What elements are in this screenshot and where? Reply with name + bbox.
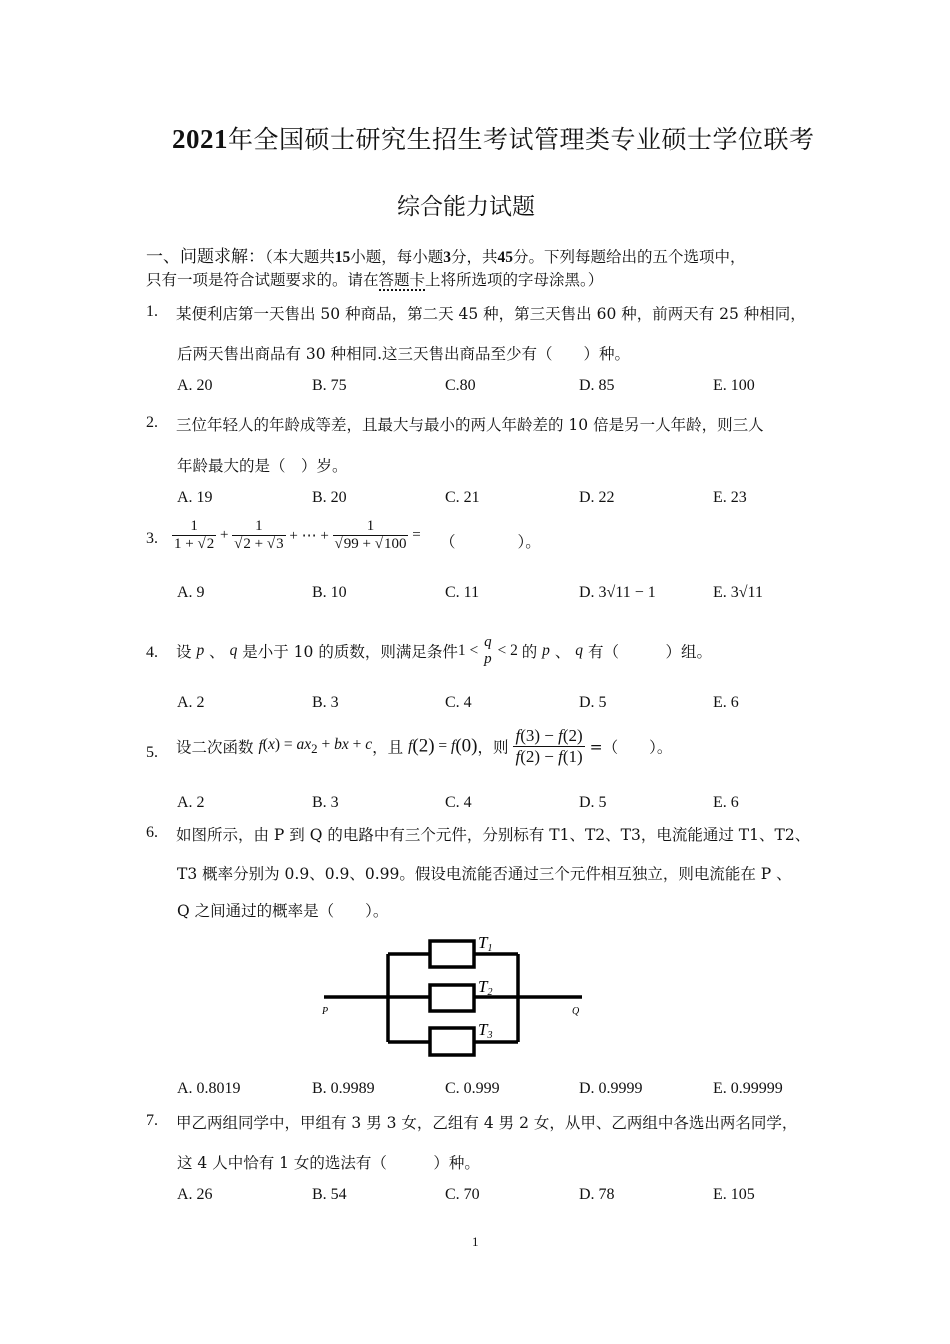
exam-title-text: 年全国硕士研究生招生考试管理类专业硕士学位联考 (228, 125, 815, 154)
option-c: C. 11 (445, 584, 480, 601)
option-d: D. 78 (579, 1186, 615, 1203)
option-e: E. 6 (713, 694, 739, 711)
answer-card-emphasis: 答题卡 (378, 271, 426, 289)
question-text: 设二次函数 $f(x) = ax_2$ + bx + c，且 f(2) = f(0)，则 $\frac{f(3) - f(2)}{f(2) - f(1)}$ =（ ）。 (176, 726, 673, 766)
fraction: $\frac{1}{1 + √2}$ (174, 518, 215, 552)
exam-subtitle: 综合能力试题 (397, 194, 535, 220)
question-number: 6. (146, 824, 158, 841)
question-text: 三位年轻人的年龄成等差，且最大与最小的两人年龄差的 10 倍是另一人年龄，则三人 (176, 416, 764, 434)
option-d: D. 3√11 − 1 (579, 584, 656, 601)
question-text: 设 p 、 q 是小于 10 的质数，则满足条件1 < q p < 2 的 p 、 q 有（ ）组。 (176, 634, 712, 667)
option-b: B. 20 (312, 489, 347, 506)
option-c: C. 70 (445, 1186, 480, 1203)
question-text: 后两天售出商品有 30 种相同.这三天售出商品至少有（ ）种。 (177, 345, 631, 363)
resistor-t2 (430, 985, 474, 1011)
option-e: E. 105 (713, 1186, 755, 1203)
question-text: 某便利店第一天售出 50 种商品，第二天 45 种，第三天售出 60 种，前两天有 25 种相同， (176, 305, 806, 323)
fraction: q p (484, 634, 492, 667)
question-text: 如图所示，由 P 到 Q 的电路中有三个元件，分别标有 T1、T2、T3，电流能通过 T1、T2、 (176, 826, 811, 844)
label-p: P (322, 1006, 329, 1017)
points-each: 3 (443, 249, 452, 266)
option-d: D. 5 (579, 794, 607, 811)
fraction: $\frac{1}{√99 + √100}$ (334, 518, 407, 552)
option-b: B. 3 (312, 794, 339, 811)
option-a: A. 19 (177, 489, 213, 506)
section-instructions: 一、问题求解：（本大题共15小题，每小题3分，共45分。下列每题给出的五个选项中， (146, 247, 746, 267)
option-a: A. 0.8019 (177, 1080, 241, 1097)
total-points: 45 (497, 249, 514, 266)
resistor-t1 (430, 941, 474, 967)
option-e: E. 0.99999 (713, 1080, 783, 1097)
question-number: 1. (146, 303, 158, 320)
question-number: 2. (146, 414, 158, 431)
option-d: D. 0.9999 (579, 1080, 643, 1097)
question-text: 甲乙两组同学中，甲组有 3 男 3 女，乙组有 4 男 2 女，从甲、乙两组中各选出两名同学， (176, 1114, 798, 1132)
label-t2: T2 (478, 977, 493, 998)
exam-title (172, 120, 815, 156)
circuit-diagram (320, 928, 600, 1058)
option-c: C. 21 (445, 489, 480, 506)
question-text: 这 4 人中恰有 1 女的选法有（ ）种。 (177, 1154, 480, 1172)
section-instructions-line2: 只有一项是符合试题要求的。请在答题卡上将所选项的字母涂黑。） (146, 271, 604, 289)
exam-title-year: 2021 (172, 124, 228, 154)
sum-expression: $\frac{1}{1 + √2}$ + $\frac{1}{√2 + √3}$ + ⋯ + $\frac{1}{√99 + √100}$ = (174, 518, 421, 552)
fraction: $\frac{f(3) - f(2)}{f(2) - f(1)}$ (515, 726, 583, 766)
label-t3: T3 (478, 1020, 493, 1041)
label-t1: T1 (478, 933, 493, 954)
option-b: B. 3 (312, 694, 339, 711)
option-d: D. 85 (579, 377, 615, 394)
option-c: C. 4 (445, 794, 472, 811)
option-a: A. 20 (177, 377, 213, 394)
section-heading: 一、问题求解： (146, 247, 265, 267)
label-q: Q (572, 1006, 580, 1017)
question-text: T3 概率分别为 0.9、0.9、0.99。假设电流能否通过三个元件相互独立，则电流能在 P 、 (177, 865, 792, 883)
option-e: E. 3√11 (713, 584, 763, 601)
option-e: E. 23 (713, 489, 747, 506)
option-b: B. 75 (312, 377, 347, 394)
question-number: 4. (146, 644, 158, 661)
question-text: （ ）。 (440, 533, 541, 551)
option-a: A. 2 (177, 794, 205, 811)
option-c: C. 0.999 (445, 1080, 500, 1097)
resistor-t3 (430, 1028, 474, 1055)
page-number: 1 (472, 1234, 479, 1249)
question-number: 5. (146, 744, 158, 761)
option-a: A. 9 (177, 584, 205, 601)
option-c: C.80 (445, 377, 476, 394)
question-number: 3. (146, 530, 158, 547)
question-number: 7. (146, 1112, 158, 1129)
option-b: B. 54 (312, 1186, 347, 1203)
option-b: B. 10 (312, 584, 347, 601)
option-d: D. 5 (579, 694, 607, 711)
question-text: Q 之间通过的概率是（ ）。 (177, 902, 389, 920)
option-a: A. 2 (177, 694, 205, 711)
option-e: E. 6 (713, 794, 739, 811)
option-c: C. 4 (445, 694, 472, 711)
question-text: 年龄最大的是（ ）岁。 (177, 457, 348, 475)
question-count: 15 (334, 249, 351, 266)
option-b: B. 0.9989 (312, 1080, 375, 1097)
fraction: $\frac{1}{√2 + √3}$ (234, 518, 284, 552)
option-d: D. 22 (579, 489, 615, 506)
option-e: E. 100 (713, 377, 755, 394)
option-a: A. 26 (177, 1186, 213, 1203)
